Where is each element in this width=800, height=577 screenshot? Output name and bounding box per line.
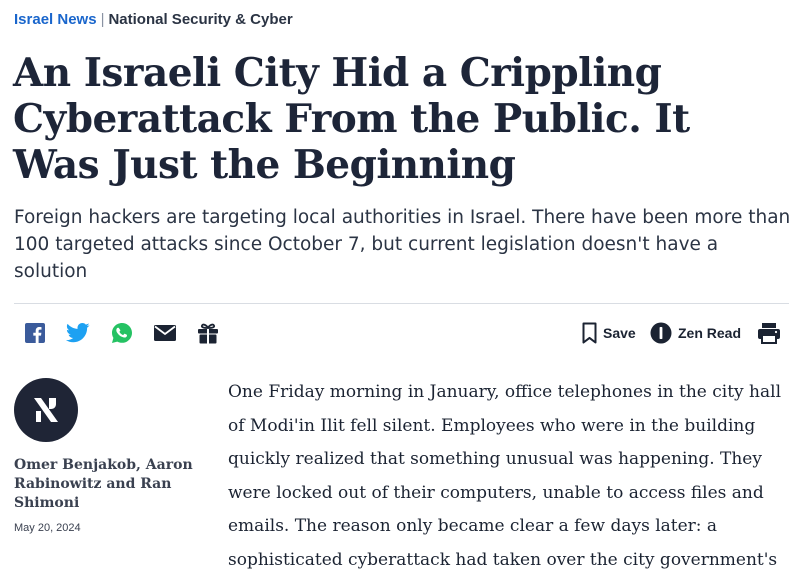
- email-icon[interactable]: [152, 320, 178, 346]
- breadcrumb-subsection-link[interactable]: National Security & Cyber: [108, 11, 293, 28]
- breadcrumb-section-link[interactable]: Israel News: [14, 11, 97, 28]
- bookmark-icon: [582, 322, 597, 344]
- author-names[interactable]: Omer Benjakob, Aaron Rabinowitz and Ran Shimoni: [14, 457, 193, 511]
- haaretz-logo-icon: [28, 392, 64, 428]
- breadcrumb: [14, 11, 293, 28]
- zen-read-button[interactable]: [650, 320, 741, 346]
- article-body-paragraph: One Friday morning in January, office telephones in the city hall of Modi'in Ilit fell silent. Employees who were in the building quickly realized that something unusual was happening. They were locked out of their computers, unable to access files and emails. The reason only became clear a few days later: a sophisticated cyberattack had taken over the city government's: [228, 382, 782, 570]
- gift-icon[interactable]: [195, 320, 221, 346]
- save-button[interactable]: [582, 320, 636, 346]
- article-headline: An Israeli City Hid a Crippling Cyberattack From the Public. It Was Just the Beginning: [13, 50, 690, 188]
- breadcrumb-separator: |: [100, 11, 105, 28]
- zen-read-label: Zen Read: [678, 325, 742, 341]
- print-icon[interactable]: [756, 320, 782, 346]
- publish-date: May 20, 2024: [14, 522, 81, 534]
- facebook-icon[interactable]: [22, 320, 48, 346]
- share-bar: [0, 318, 800, 348]
- avatar[interactable]: [14, 378, 78, 442]
- article-subtitle: Foreign hackers are targeting local authorities in Israel. There have been more than 100 targeted attacks since October 7, but current legislation doesn't have a solution: [14, 207, 791, 282]
- twitter-icon[interactable]: [65, 320, 91, 346]
- author-section: [14, 378, 204, 534]
- save-label: Save: [603, 325, 636, 341]
- divider: [14, 303, 789, 304]
- whatsapp-icon[interactable]: [109, 320, 135, 346]
- zen-read-icon: [650, 322, 672, 344]
